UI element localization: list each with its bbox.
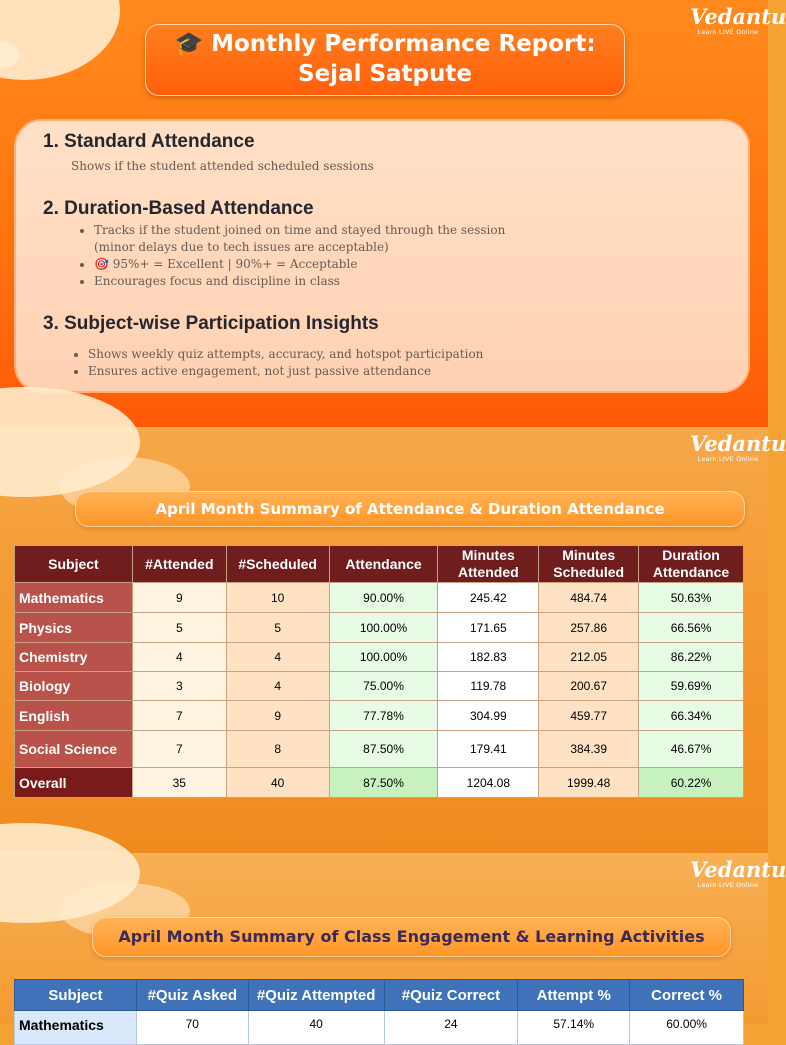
attendance-info-box — [14, 119, 750, 393]
table-cell: 1204.08 — [438, 768, 539, 798]
list-item: • Encourages focus and discipline in class — [94, 273, 505, 290]
table-cell: 70 — [136, 1011, 248, 1045]
table-cell: 4 — [132, 643, 226, 672]
decorative-swoosh — [0, 0, 120, 80]
list-item: • 🎯 95%+ = Excellent | 90%+ = Acceptable — [94, 256, 505, 273]
bullet-list — [70, 222, 505, 290]
bullet-list — [64, 346, 483, 380]
attendance-table-body — [15, 583, 744, 798]
table-cell: 66.56% — [639, 613, 744, 643]
logo-text: Vedantu — [690, 4, 786, 29]
table-cell: 87.50% — [329, 731, 438, 768]
logo-tagline: Learn LIVE Online — [697, 455, 759, 463]
table-cell: 35 — [132, 768, 226, 798]
table-cell: 182.83 — [438, 643, 539, 672]
report-header-panel — [0, 0, 786, 427]
table-cell: 9 — [132, 583, 226, 613]
table-cell: 245.42 — [438, 583, 539, 613]
table-cell: 75.00% — [329, 672, 438, 701]
report-title-box — [145, 24, 625, 96]
subject-cell: Mathematics — [15, 1011, 137, 1045]
list-item — [94, 222, 505, 256]
table-cell: 50.63% — [639, 583, 744, 613]
table-cell: 77.78% — [329, 701, 438, 731]
list-item: • Shows weekly quiz attempts, accuracy, and hotspot participation — [88, 346, 483, 363]
subject-cell: Chemistry — [15, 643, 133, 672]
table-cell: 57.14% — [518, 1011, 630, 1045]
table-cell: 8 — [226, 731, 329, 768]
subject-cell: Biology — [15, 672, 133, 701]
section-heading: 3. Subject-wise Participation Insights — [43, 313, 379, 334]
subject-cell: Overall — [15, 768, 133, 798]
subject-cell: English — [15, 701, 133, 731]
list-item: • Ensures active engagement, not just passive attendance — [88, 363, 483, 380]
logo-tagline: Learn LIVE Online — [697, 28, 759, 36]
table-cell: 4 — [226, 643, 329, 672]
section-heading: 1. Standard Attendance — [43, 131, 255, 152]
attendance-table — [14, 545, 744, 798]
table-cell: 10 — [226, 583, 329, 613]
report-title: 🎓 Monthly Performance Report: — [174, 31, 596, 57]
table-row — [15, 672, 744, 701]
vedantu-logo — [690, 431, 786, 463]
table-row — [15, 583, 744, 613]
table-cell: 100.00% — [329, 643, 438, 672]
table-cell: 200.67 — [539, 672, 639, 701]
logo-text: Vedantu — [690, 857, 786, 882]
table-header-row — [15, 980, 744, 1011]
section-heading: 2. Duration-Based Attendance — [43, 198, 314, 219]
subject-cell: Mathematics — [15, 583, 133, 613]
column-header: Subject — [15, 546, 133, 583]
logo-text: Vedantu — [690, 431, 786, 456]
table-cell: 100.00% — [329, 613, 438, 643]
table-cell: 212.05 — [539, 643, 639, 672]
table-cell: 484.74 — [539, 583, 639, 613]
column-header: Duration Attendance — [639, 546, 744, 583]
table-cell: 24 — [384, 1011, 518, 1045]
engagement-table-body — [15, 1011, 744, 1045]
table-cell: 46.67% — [639, 731, 744, 768]
table-header-row — [15, 546, 744, 583]
table-cell: 119.78 — [438, 672, 539, 701]
table-cell: 9 — [226, 701, 329, 731]
table-cell: 87.50% — [329, 768, 438, 798]
table-cell: 3 — [132, 672, 226, 701]
table-cell: 5 — [132, 613, 226, 643]
table-cell: 179.41 — [438, 731, 539, 768]
column-header: Minutes Attended — [438, 546, 539, 583]
table-cell: 59.69% — [639, 672, 744, 701]
table-cell: 171.65 — [438, 613, 539, 643]
table-cell: 1999.48 — [539, 768, 639, 798]
table-row — [15, 1011, 744, 1045]
student-name: Sejal Satpute — [298, 61, 472, 87]
table-cell: 40 — [248, 1011, 384, 1045]
column-header: Attendance — [329, 546, 438, 583]
table-cell: 4 — [226, 672, 329, 701]
table-cell: 304.99 — [438, 701, 539, 731]
table-cell: 60.22% — [639, 768, 744, 798]
attendance-summary-banner: April Month Summary of Attendance & Duration Attendance — [75, 491, 745, 527]
column-header: #Quiz Correct — [384, 980, 518, 1011]
table-row — [15, 701, 744, 731]
logo-tagline: Learn LIVE Online — [697, 881, 759, 889]
table-cell: 384.39 — [539, 731, 639, 768]
list-item-text: (minor delays due to tech issues are acceptable) — [94, 240, 389, 254]
column-header: Correct % — [630, 980, 744, 1011]
column-header: Attempt % — [518, 980, 630, 1011]
overall-row — [15, 768, 744, 798]
list-item-text: Tracks if the student joined on time and stayed through the session — [94, 223, 506, 237]
vedantu-logo — [690, 4, 786, 36]
table-cell: 90.00% — [329, 583, 438, 613]
table-cell: 40 — [226, 768, 329, 798]
column-header: #Quiz Attempted — [248, 980, 384, 1011]
section-text: Shows if the student attended scheduled sessions — [71, 159, 374, 173]
table-cell: 86.22% — [639, 643, 744, 672]
table-cell: 459.77 — [539, 701, 639, 731]
table-row — [15, 613, 744, 643]
table-row — [15, 643, 744, 672]
engagement-table — [14, 979, 744, 1045]
table-cell: 66.34% — [639, 701, 744, 731]
table-cell: 5 — [226, 613, 329, 643]
column-header: #Quiz Asked — [136, 980, 248, 1011]
vedantu-logo — [690, 857, 786, 889]
table-cell: 257.86 — [539, 613, 639, 643]
table-cell: 7 — [132, 731, 226, 768]
table-cell: 60.00% — [630, 1011, 744, 1045]
table-row — [15, 731, 744, 768]
column-header: Minutes Scheduled — [539, 546, 639, 583]
column-header: #Attended — [132, 546, 226, 583]
subject-cell: Physics — [15, 613, 133, 643]
subject-cell: Social Science — [15, 731, 133, 768]
engagement-summary-banner: April Month Summary of Class Engagement & Learning Activities — [92, 917, 731, 957]
column-header: Subject — [15, 980, 137, 1011]
column-header: #Scheduled — [226, 546, 329, 583]
table-cell: 7 — [132, 701, 226, 731]
